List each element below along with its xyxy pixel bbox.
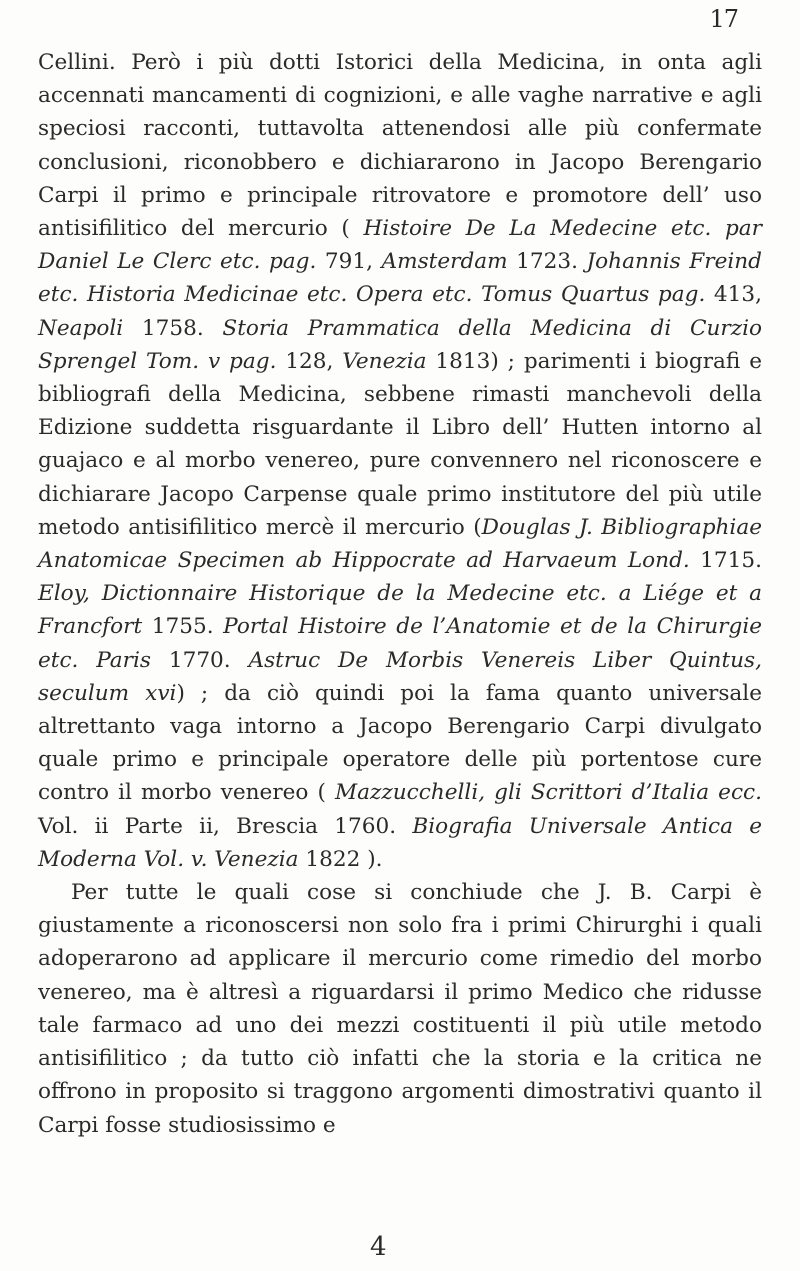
italic-citation-text: Amsterdam [381,249,508,275]
italic-citation-text: Douglas J. Bibliographiae Anatomicae Specimen ab Hippocrate ad Harvaeum Lond. [38,514,762,574]
text-run: Vol. ii Parte ii, Brescia 1760. [38,813,413,839]
italic-citation-text: Venezia [342,348,427,374]
italic-citation-text: Johannis Freind etc. Historia Medicinae etc. Opera etc. Tomus Quartus pag. [38,249,763,308]
paragraph [38,46,762,876]
text-run: 1758. [123,315,223,341]
text-run: 1770. [151,647,249,673]
text-run: Per tutte le quali cose si conchiude che J. B. Carpi è giustamente a riconoscersi non solo fra i primi Chirurghi i quali adoperarono ad applicare il mercurio come rimedio del morbo venereo, ma è altresì a riguardarsi il primo Medico che ridusse tale farmaco ad uno dei mezzi costituenti il più utile metodo antisifilitico ; da tutto ciò infatti che la storia e la critica ne offrono in proposito si traggono argomenti dimostrativi quanto il Carpi fosse studiosissimo e [38,880,762,1138]
italic-citation-text: Biografia Universale Antica e Moderna Vol. v. Venezia [38,813,763,872]
italic-citation-text: Astruc De Morbis Venereis Liber Quintus, seculum xvi [38,647,762,706]
text-run: 1755. [142,614,224,640]
italic-citation-text: Eloy, Dictionnaire Historique de la Medecine etc. a Liége et a Francfort [38,581,762,640]
italic-citation-text: Storia Prammatica della Medicina di Curzio Sprengel Tom. v pag. [38,315,763,374]
signature-mark: 4 [370,1232,387,1262]
text-run: 1822 ). [298,846,383,872]
paragraph [38,876,762,1142]
text-run: 1715. [689,548,762,574]
text-run: Cellini. Però i più dotti Istorici della Medicina, in onta agli accennati mancamenti di cognizioni, e alle vaghe narrative e agli speciosi racconti, tuttavolta attenendosi alle più confermate conclusioni, riconobbero e dichiararono in Jacopo Berengario Carpi il primo e principale ritrovatore e promotore dell’ uso antisifilitico del mercurio ( [38,50,762,242]
text-run: 1723. [507,249,587,275]
body-text [38,46,762,1142]
text-run: 791, [316,249,382,275]
text-run: 413, [705,282,762,308]
italic-citation-text: Neapoli [38,315,124,341]
italic-citation-text: Mazzucchelli, gli Scrittori d’Italia ecc. [334,780,762,806]
italic-citation-text: Portal Histoire de l’Anatomie et de la Chirurgie etc. Paris [38,614,763,673]
text-run: 1813) ; parimenti i biografi e bibliografi della Medicina, sebbene rimasti manchevoli della Edizione suddetta risguardante il Libro dell’ Hutten intorno al guajaco e al morbo venereo, pure convennero nel riconoscere e dichiarare Jacopo Carpense quale primo institutore del più utile metodo antisifilitico mercè il mercurio ( [38,348,762,540]
text-run: ) ; da ciò quindi poi la fama quanto universale altrettanto vaga intorno a Jacopo Berengario Carpi divulgato quale primo e principale operatore delle più portentose cure contro il morbo venereo ( [38,680,762,806]
text-run: 128, [276,348,343,374]
italic-citation-text: Histoire De La Medecine etc. par Daniel Le Clerc etc. pag. [38,216,762,275]
page-number: 17 [709,5,738,33]
